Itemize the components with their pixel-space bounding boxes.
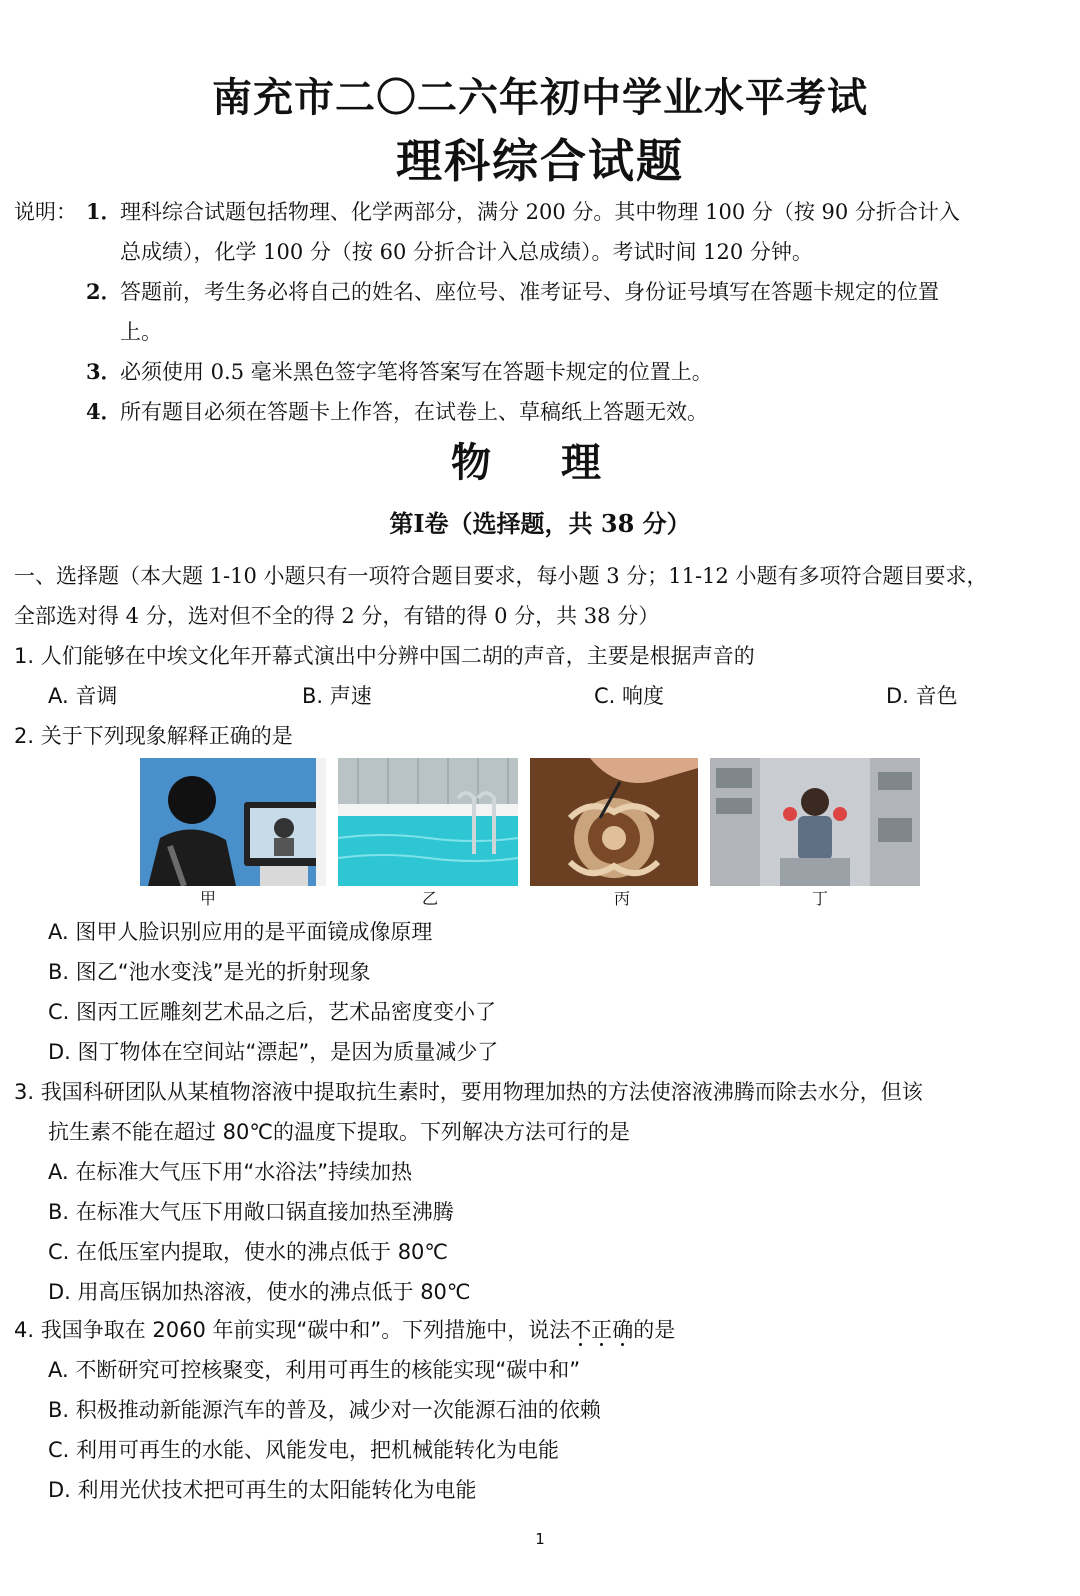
instruction-2 — [14, 272, 1064, 312]
figure-label-bing: 丙 — [613, 889, 630, 908]
instruction-text: 必须使用 0.5 毫米黑色签字笔将答案写在答题卡规定的位置上。 — [120, 360, 713, 384]
question-stem: 1. 人们能够在中埃文化年开幕式演出中分辨中国二胡的声音，主要是根据声音的 — [14, 644, 755, 668]
option-a: A. 在标准大气压下用“水浴法”持续加热 — [48, 1160, 413, 1184]
option-c: C. 利用可再生的水能、风能发电，把机械能转化为电能 — [48, 1438, 560, 1462]
question-2-figures — [140, 758, 930, 908]
emphasis-text — [570, 1318, 633, 1342]
instruction-number: 1． — [86, 199, 122, 224]
part-intro — [14, 556, 1066, 636]
part-intro-line: 全部选对得 4 分，选对但不全的得 2 分，有错的得 0 分，共 38 分） — [14, 604, 660, 628]
option-d: D. 图丁物体在空间站“漂起”，是因为质量减少了 — [48, 1040, 499, 1064]
question-stem-text: 的是 — [633, 1318, 676, 1342]
question-stem-cont: 抗生素不能在超过 80℃的温度下提取。下列解决方法可行的是 — [48, 1120, 630, 1144]
instruction-number: 4． — [86, 399, 122, 424]
page-number: 1 — [535, 1530, 545, 1548]
instruction-number: 3． — [86, 359, 122, 384]
emphasis-char: 不 — [570, 1318, 592, 1342]
instructions — [14, 192, 1064, 432]
section-heading: 第Ⅰ卷（选择题，共 38 分） — [389, 509, 691, 538]
figure-face-recognition — [140, 758, 326, 886]
option-d: D. 用高压锅加热溶液，使水的沸点低于 80℃ — [48, 1280, 471, 1304]
question-4 — [14, 1310, 1066, 1510]
option-b: B. 在标准大气压下用敞口锅直接加热至沸腾 — [48, 1200, 454, 1224]
instruction-3 — [14, 352, 1064, 392]
figure-label-yi: 乙 — [421, 889, 438, 908]
question-stem-text: 4. 我国争取在 2060 年前实现“碳中和”。下列措施中，说法 — [14, 1318, 571, 1342]
instruction-text: 理科综合试题包括物理、化学两部分，满分 200 分。其中物理 100 分（按 90 分折合计入 — [120, 200, 960, 224]
question-3 — [14, 1072, 1066, 1312]
instruction-text: 答题前，考生务必将自己的姓名、座位号、准考证号、身份证号填写在答题卡规定的位置 — [120, 280, 939, 304]
part-intro-line: 一、选择题（本大题 1-10 小题只有一项符合题目要求，每小题 3 分；11-12 小题有多项符合题目要求， — [14, 564, 988, 588]
option-b: B. 声速 — [302, 684, 372, 708]
option-c: C. 响度 — [594, 684, 665, 708]
instruction-1 — [14, 192, 1064, 232]
option-a: A. 图甲人脸识别应用的是平面镜成像原理 — [48, 920, 433, 944]
emphasis-char: 正 — [591, 1318, 613, 1342]
instructions-lead: 说明： — [14, 200, 77, 224]
option-d: D. 音色 — [886, 684, 958, 708]
exam-title: 南充市二〇二六年初中学业水平考试 — [212, 74, 868, 121]
figure-label-ding: 丁 — [811, 889, 828, 908]
option-b: B. 积极推动新能源汽车的普及，减少对一次能源石油的依赖 — [48, 1398, 601, 1422]
option-a: A. 音调 — [48, 684, 118, 708]
exam-subtitle: 理科综合试题 — [396, 134, 684, 188]
instruction-text: 所有题目必须在答题卡上作答，在试卷上、草稿纸上答题无效。 — [120, 400, 708, 424]
option-a: A. 不断研究可控核聚变，利用可再生的核能实现“碳中和” — [48, 1358, 581, 1382]
option-b: B. 图乙“池水变浅”是光的折射现象 — [48, 960, 371, 984]
instruction-4 — [14, 392, 1064, 432]
figure-wood-carving — [530, 758, 698, 886]
instruction-1-cont: 总成绩），化学 100 分（按 60 分折合计入总成绩）。考试时间 120 分钟。 — [120, 240, 813, 264]
subject-heading: 物 理 — [451, 439, 629, 486]
figure-swimming-pool — [338, 758, 518, 886]
figure-label-jia: 甲 — [199, 889, 216, 908]
figure-space-station — [710, 758, 920, 886]
question-1 — [14, 636, 1066, 716]
option-row — [14, 676, 1066, 716]
instruction-2-cont: 上。 — [120, 320, 162, 344]
question-stem: 3. 我国科研团队从某植物溶液中提取抗生素时，要用物理加热的方法使溶液沸腾而除去水分，但该 — [14, 1080, 923, 1104]
question-stem — [14, 1310, 1066, 1350]
instruction-number: 2． — [86, 279, 122, 304]
question-2 — [14, 716, 1066, 756]
option-c: C. 图丙工匠雕刻艺术品之后，艺术品密度变小了 — [48, 1000, 497, 1024]
option-c: C. 在低压室内提取，使水的沸点低于 80℃ — [48, 1240, 448, 1264]
question-2-options — [14, 912, 1066, 1072]
option-d: D. 利用光伏技术把可再生的太阳能转化为电能 — [48, 1478, 477, 1502]
emphasis-char: 确 — [612, 1318, 634, 1342]
question-stem: 2. 关于下列现象解释正确的是 — [14, 724, 293, 748]
